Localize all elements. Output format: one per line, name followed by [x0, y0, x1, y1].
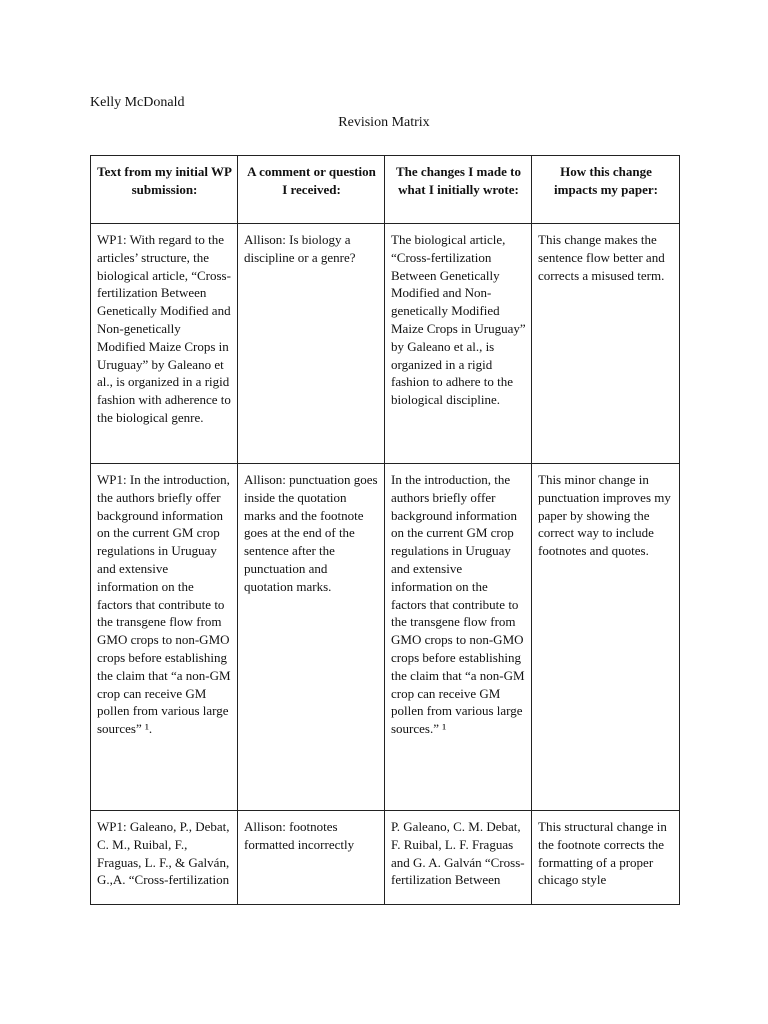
cell-text: This change makes the sentence flow better and corrects a misused term.	[538, 232, 665, 283]
cell-original	[91, 464, 238, 811]
cell-comment	[238, 811, 385, 905]
table-row	[91, 464, 680, 811]
revision-matrix-table	[90, 155, 680, 905]
cell-comment	[238, 224, 385, 464]
table-row	[91, 224, 680, 464]
cell-impact	[532, 464, 680, 811]
header-impact: How this change impacts my paper:	[532, 156, 680, 224]
cell-text: This minor change in punctuation improves my paper by showing the correct way to include footnotes and quotes.	[538, 472, 671, 559]
cell-impact	[532, 224, 680, 464]
table-row	[91, 811, 680, 905]
cell-text: WP1: With regard to the articles’ structure, the biological article, “Cross-fertilization Between Genetically Modified and Non-genetically Modified Maize Crops in Uruguay” by Galeano et al., is organized in a rigid fashion with adherence to the biological genre.	[97, 232, 231, 425]
cell-text: Allison: punctuation goes inside the quotation marks and the footnote goes at the end of the sentence after the punctuation and quotation marks.	[244, 472, 378, 594]
cell-text: Allison: Is biology a discipline or a genre?	[244, 232, 356, 265]
header-changes: The changes I made to what I initially wrote:	[385, 156, 532, 224]
header-comment: A comment or question I received:	[238, 156, 385, 224]
cell-change	[385, 224, 532, 464]
cell-text: The biological article, “Cross-fertilization Between Genetically Modified and Non-genetically Modified Maize Crops in Uruguay” by Galeano et al., is organized in a rigid fashion to adhere to the biological discipline.	[391, 232, 526, 408]
cell-text: This structural change in the footnote corrects the formatting of a proper chicago style	[538, 819, 667, 888]
header-original-text: Text from my initial WP submission:	[91, 156, 238, 224]
cell-change	[385, 464, 532, 811]
cell-text: In the introduction, the authors briefly offer background information on the current GM crop regulations in Uruguay and extensive information on the factors that contribute to the transgene flow from GMO crops to non-GMO crops before establishing the claim that “a non-GM crop can receive GM pollen from various large sources.” ¹	[391, 472, 525, 737]
author-name: Kelly McDonald	[90, 95, 185, 110]
cell-text: P. Galeano, C. M. Debat, F. Ruibal, L. F. Fraguas and G. A. Galván “Cross-fertilization Between	[391, 819, 525, 888]
cell-text: Allison: footnotes formatted incorrectly	[244, 819, 355, 852]
cell-original	[91, 811, 238, 905]
cell-text: WP1: Galeano, P., Debat, C. M., Ruibal, F., Fraguas, L. F., & Galván, G.,A. “Cross-fertilization	[97, 819, 230, 888]
cell-comment	[238, 464, 385, 811]
cell-original	[91, 224, 238, 464]
cell-impact	[532, 811, 680, 905]
cell-text: WP1: In the introduction, the authors briefly offer background information on the current GM crop regulations in Uruguay and extensive information on the factors that contribute to the transgene flow from GMO crops to non-GMO crops before establishing the claim that “a non-GM crop can receive GM pollen from various large sources” ¹.	[97, 472, 231, 737]
table-header-row	[91, 156, 680, 224]
cell-change	[385, 811, 532, 905]
document-title: Revision Matrix	[338, 115, 430, 130]
